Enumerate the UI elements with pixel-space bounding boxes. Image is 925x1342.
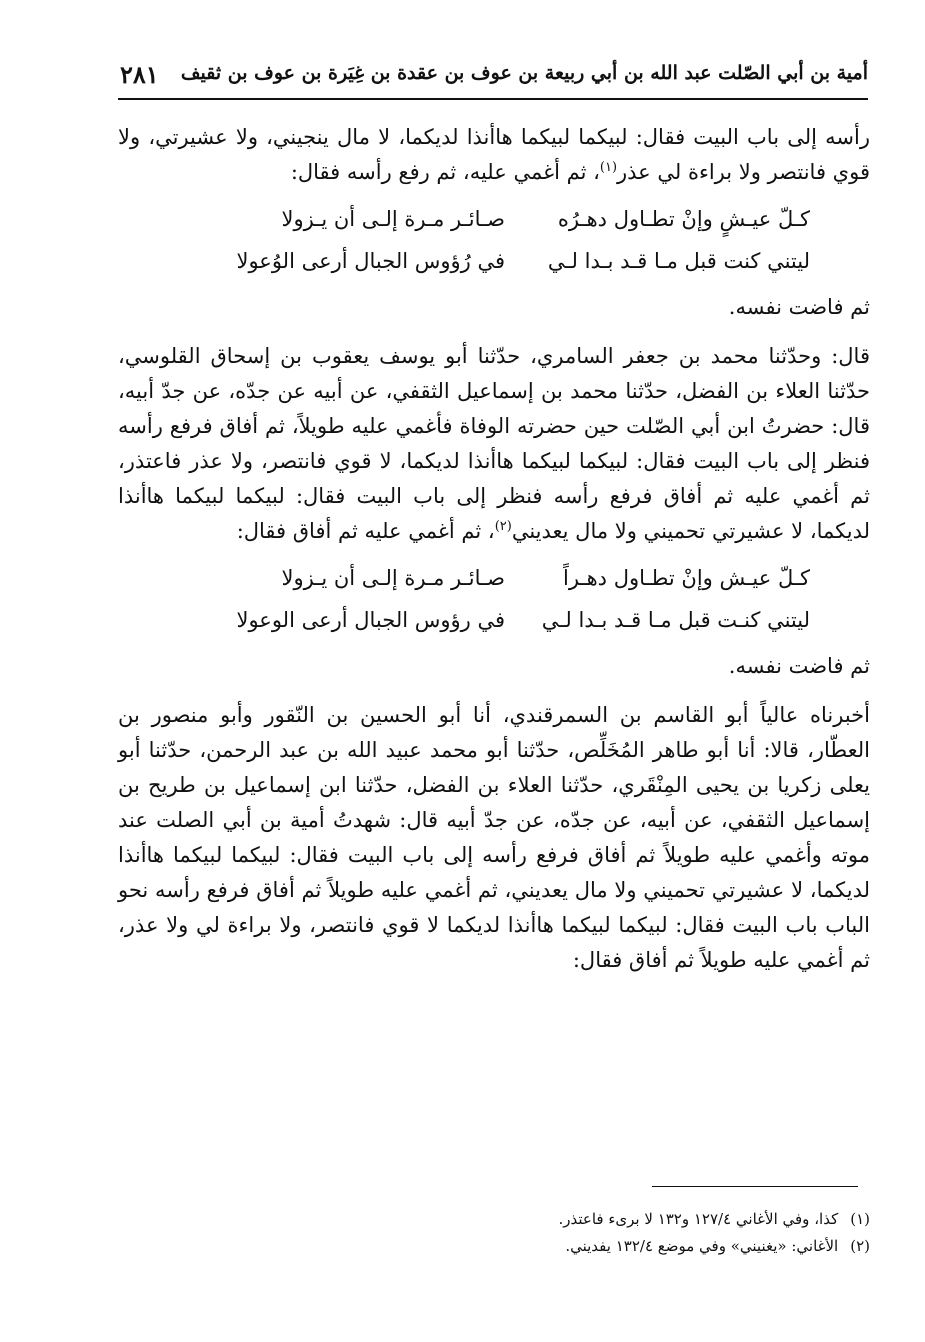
- text-line: ثم أفاق فرفع رأسه فنظر إلى باب البيت فقال: لبيكما لبيكما هاأنذا لديكما، لا قوي: [118, 414, 870, 473]
- poem-block-1: [118, 200, 870, 284]
- text-line: أبو يعلى زكريا بن يحيى المِنْقَري، حدّثنا العلاء بن الفضل، حدّثنا ابن إسماعيل بن: [118, 738, 870, 797]
- text-line: العطّار، قالا: أنا أبو طاهر المُخَلِّص، حدّثنا أبو محمد عبيد الله بن عبد الرحمن، حدّثنا: [148, 738, 870, 762]
- text-line: رأسه نحو الباب باب البيت فقال: لبيكما لبيكما هاأنذا لديكما لا قوي فانتصر، ولا براءة: [118, 878, 870, 937]
- text-line: لي ولا عذر، ثم أغمي عليه طويلاً ثم أفاق فقال:: [118, 913, 870, 972]
- footnotes: [470, 1206, 870, 1260]
- running-title: أمية بن أبي الصّلت عبد الله بن أبي ربيعة بن عوف بن عقدة بن غِيَرة بن عوف بن ثقيف: [180, 62, 868, 84]
- footnote-number: (٢): [850, 1237, 870, 1255]
- footnote-1: [470, 1206, 870, 1233]
- text-line: القلوسي، حدّثنا العلاء بن الفضل، حدّثنا محمد بن إسماعيل الثقفي، عن أبيه عن: [118, 344, 870, 403]
- verse-hemistich-first: كـلّ عيـشٍ وإنْ تطـاول دهـرُه: [557, 207, 810, 231]
- footnote-text: الأغاني: «يغنيني» وفي موضع ١٣٢/٤ يفديني.: [565, 1237, 839, 1255]
- text-line: أفاق فقال:: [236, 519, 332, 543]
- footnote-text: كذا، وفي الأغاني ١٢٧/٤ و١٣٢ لا برىء فاعتذر.: [558, 1210, 839, 1228]
- verse-line: [118, 559, 870, 601]
- verse-hemistich-first: ليتني كنـت قبل مـا قـد بـدا لـي: [541, 608, 810, 632]
- verse-hemistich-second: في رؤوس الجبال أرعى الوعولا: [236, 608, 505, 632]
- footnote-ref-1[interactable]: (١): [599, 160, 618, 175]
- text-line: لبيكما لبيكما هاأنذا لديكما، لا عشيرتي تحميني ولا مال يعديني: [118, 484, 870, 543]
- text-line: هاأنذا لديكما، لا عشيرتي تحميني ولا مال يعديني، ثم أغمي عليه طويلاً ثم أفاق فرفع: [118, 843, 870, 902]
- text-line: ولا قوي فانتصر ولا براءة لي عذر: [118, 125, 870, 184]
- verse-hemistich-second: صـائـر مـرة إلـى أن يـزولا: [281, 566, 505, 590]
- text-line: فانتصر، ولا عذر فاعتذر، ثم أغمي عليه ثم أفاق فرفع رأسه فنظر إلى باب البيت فقال:: [118, 449, 871, 508]
- paragraph-3: [118, 698, 870, 978]
- text-line: رأسه إلى باب البيت فقال: لبيكما لبيكما هاأنذا لديكما، لا مال ينجيني، ولا عشيرتي،: [148, 125, 870, 149]
- closing-line: ثم فاضت نفسه.: [728, 295, 870, 319]
- verse-hemistich-second: صـائـر مـرة إلـى أن يـزولا: [281, 207, 505, 231]
- verse-hemistich-first: كـلّ عيـش وإنْ تطـاول دهـراً: [563, 566, 810, 590]
- text-line: أخبرناه عالياً أبو القاسم بن السمرقندي، أنا أبو الحسين بن النّقور وأبو منصور بن: [118, 703, 870, 727]
- text-line: جدّه، عن جدّ أبيه، قال: حضرتُ ابن أبي الصّلت حين حضرته الوفاة فأغمي عليه طويلاً،: [118, 379, 870, 438]
- text-line: قال: وحدّثنا محمد بن جعفر السامري، حدّثنا أبو يوسف يعقوب بن إسحاق: [210, 344, 870, 368]
- text-line: ، ثم أغمي عليه، ثم رفع رأسه فقال:: [290, 160, 600, 184]
- text-line: طريح بن إسماعيل الثقفي، عن أبيه، عن جدّه، عن جدّ أبيه قال: شهدتُ أمية بن أبي: [118, 773, 870, 832]
- page-number: ٢٨١: [120, 60, 159, 89]
- verse-line: [118, 242, 870, 284]
- footnote-number: (١): [850, 1210, 870, 1228]
- paragraph-1: [118, 120, 870, 190]
- footnote-ref-2[interactable]: (٢): [494, 519, 512, 534]
- verse-line: [118, 601, 870, 643]
- footnote-separator: [652, 1186, 858, 1187]
- verse-line: [118, 200, 870, 242]
- closing-line: ثم فاضت نفسه.: [728, 654, 870, 678]
- footnote-2: [470, 1233, 870, 1260]
- page-header: [118, 58, 868, 100]
- paragraph-2: [118, 339, 870, 549]
- main-text: [118, 120, 870, 978]
- poem-block-2: [118, 559, 870, 643]
- text-line: ، ثم أغمي عليه ثم: [338, 519, 495, 543]
- text-line: الصلت عند موته وأغمي عليه طويلاً ثم أفاق فرفع رأسه إلى باب البيت فقال: لبيكما لبيكما: [118, 808, 870, 867]
- verse-hemistich-second: في رُؤوس الجبال أرعى الوُعولا: [236, 249, 505, 273]
- verse-hemistich-first: ليتني كنت قبل مـا قـد بـدا لـي: [547, 249, 810, 273]
